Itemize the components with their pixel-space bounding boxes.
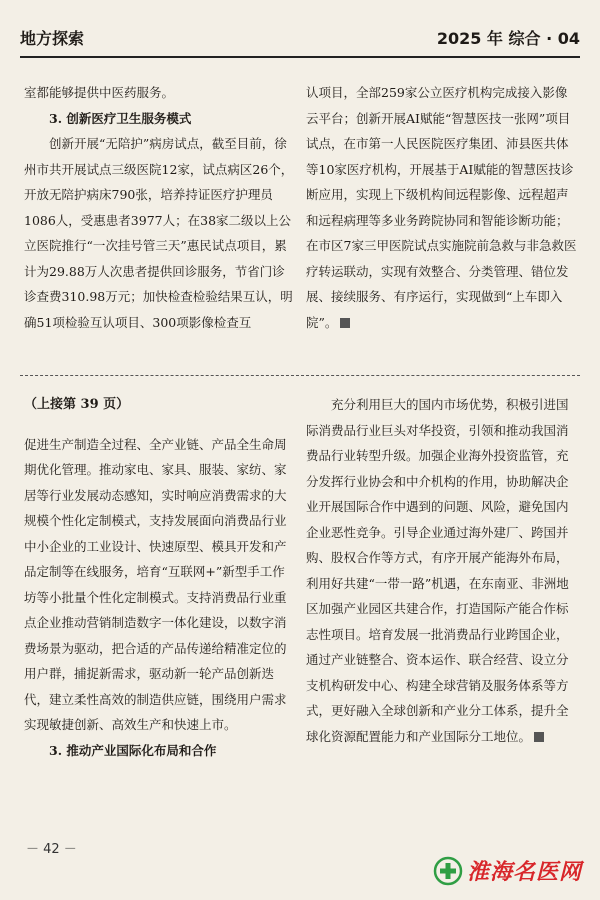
paragraph: 促进生产制造全过程、全产业链、产品全生命周期优化管理。推动家电、家具、服装、家纺、家居等行业发展动态感知，实时响应消费需求的大规模个性化定制模式，支持发展面向消费品行业中小企业的工业设计、快速原型、模具开发和产品定制等在线服务，培育“互联网+”新型手工作坊等小批量个性化定制模式。支持消费品行业重点企业推动营销制造数字一体化建设，以数字消费场景为驱动，把合适的产品传递给精准定位的用户群，捕捉新需求，驱动新一轮产品创新迭代，建立柔性高效的制造供应链，围绕用户需求实现敏捷创新、高效生产和快速上市。 (24, 436, 287, 732)
bottom-article-right-column (306, 392, 578, 749)
bottom-article-left-column (24, 392, 296, 763)
paragraph: 创新开展“无陪护”病房试点，截至目前，徐州市共开展试点三级医院12家，试点病区26个，开放无陪护病床790张，培养持证医疗护理员1086人，受惠患者3977人；在38家二级以上公立医院推行“一次挂号管三天”惠民试点项目，累计为29.88万人次患者提供回诊服务，节省门诊诊查费310.98万元；加快检查检验结果互认，明确51项检验互认项目、300项影像检查互 (24, 136, 294, 330)
end-mark-icon (534, 732, 544, 742)
paragraph (306, 392, 578, 749)
section-heading: 3. 创新医疗卫生服务模式 (49, 110, 192, 126)
paragraph: 室都能够提供中医药服务。 (24, 85, 175, 100)
watermark-logo-icon (433, 856, 463, 886)
issue-label: 2025 年 综合 · 04 (436, 29, 580, 48)
paragraph-text: 充分利用巨大的国内市场优势，积极引进国际消费品行业巨头对华投资，引领和推动我国消费品行业转型升级。加强企业海外投资监管，充分发挥行业协会和中介机构的作用，协助解决企业开展国际合作中遇到的问题、风险，避免国内企业恶性竞争。引导企业通过海外建厂、跨国并购、股权合作等方式，有序开展产能海外布局，利用好共建“一带一路”机遇，在东南亚、非洲地区加强产业园区共建合作，打造国际产能合作标志性项目。培育发展一批消费品行业跨国企业，通过产业链整合、资本运作、联合经营、设立分支机构研发中心、构建全球营销及服务体系等方式，更好融入全球创新和产业分工体系，提升全球化资源配置能力和产业国际分工地位。 (306, 397, 569, 744)
watermark-text: 淮海名医网 (466, 859, 582, 885)
watermark (433, 855, 582, 886)
top-article-right-column (306, 80, 578, 335)
end-mark-icon (340, 318, 350, 328)
page-number: － 42 － (26, 842, 77, 857)
paragraph (306, 80, 578, 335)
top-article-left-column (24, 80, 296, 335)
page-header (20, 22, 580, 58)
section-heading: 3. 推动产业国际化布局和合作 (49, 742, 217, 758)
paragraph-text: 认项目，全部259家公立医疗机构完成接入影像云平台；创新开展AI赋能“智慧医技一张网”项目试点，在市第一人民医院医疗集团、沛县医共体等10家医疗机构，开展基于AI赋能的智慧医技诊断应用，实现上下级机构间远程影像、远程超声和远程病理等多业务跨院协同和智能诊断功能；在市区7家三甲医院试点实施院前急救与非急救医疗转运联动，实现有效整合、分类管理、错位发展、接续服务、有序运行，实现做到“上车即入院”。 (306, 85, 577, 330)
article-divider (20, 375, 580, 376)
section-title: 地方探索 (20, 29, 85, 48)
continued-from-label: （上接第 39 页） (24, 397, 130, 412)
